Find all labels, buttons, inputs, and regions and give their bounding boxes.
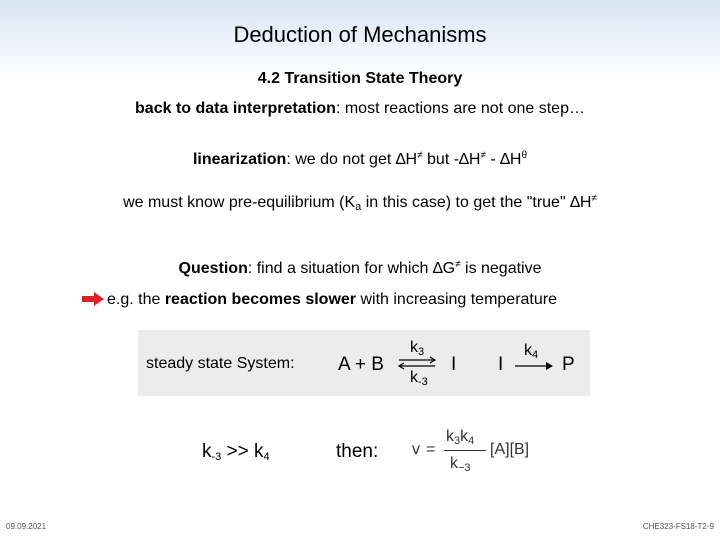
slide-subtitle: 4.2 Transition State Theory xyxy=(257,70,463,87)
line2-ne1: ≠ xyxy=(417,150,423,161)
k4-label xyxy=(524,342,538,361)
question-bold: Question xyxy=(178,260,248,277)
forward-arrow-icon xyxy=(514,361,554,371)
rate-v: v xyxy=(412,441,420,458)
condition-sub2: 4 xyxy=(263,451,270,463)
rate-equals: = xyxy=(426,441,436,458)
red-arrow-icon xyxy=(82,292,104,306)
question-text-b: is negative xyxy=(460,260,542,277)
line3-sub: a xyxy=(355,201,362,213)
line3-text-b: in this case) to get the "true" ∆H xyxy=(361,194,592,211)
slide-title: Deduction of Mechanisms xyxy=(233,22,487,47)
line3-ne: ≠ xyxy=(591,193,597,204)
num-s2: 4 xyxy=(468,435,475,447)
line2-theta: θ xyxy=(521,150,528,161)
question-text-a: : find a situation for which ∆G xyxy=(247,260,456,277)
footer-date: 09.09.2021 xyxy=(6,522,47,531)
num-k1: k xyxy=(446,428,454,445)
rate-numerator xyxy=(446,428,474,447)
k3-k: k xyxy=(410,339,418,356)
line-question xyxy=(0,259,720,278)
num-k2: k xyxy=(460,428,469,445)
condition-mid: >> k xyxy=(221,441,264,462)
k3-sub: 3 xyxy=(418,346,425,358)
line-pre-equilibrium xyxy=(0,193,720,213)
k-3-reverse-label xyxy=(410,369,428,388)
num-s1: 3 xyxy=(454,435,461,447)
line-data-interpretation xyxy=(0,100,720,118)
condition-k: k xyxy=(202,441,212,462)
intermediate-1: I xyxy=(451,354,457,375)
line3-text-a: we must know pre-equilibrium (K xyxy=(123,194,356,211)
line2-text-b: but -∆H xyxy=(422,151,481,168)
rate-concentrations: [A][B] xyxy=(490,441,530,458)
condition-sub1: -3 xyxy=(211,451,222,463)
line-linearization xyxy=(0,150,720,169)
k4-k: k xyxy=(524,342,532,359)
rate-equation xyxy=(410,428,550,480)
equilibrium-arrows-icon xyxy=(397,356,437,370)
reactants: A + B xyxy=(338,354,384,375)
k4-sub: 4 xyxy=(532,349,539,361)
line1-rest: : most reactions are not one step… xyxy=(335,100,585,117)
fraction-bar xyxy=(444,450,486,451)
km3-sub: -3 xyxy=(418,376,428,388)
example-text-a: e.g. the xyxy=(107,291,165,308)
condition xyxy=(202,441,270,463)
line2-ne2: ≠ xyxy=(480,150,486,161)
km3-k: k xyxy=(410,369,418,386)
example-text-b: with increasing temperature xyxy=(356,291,557,308)
example-bold: reaction becomes slower xyxy=(164,291,357,308)
line2-text-a: : we do not get ∆H xyxy=(286,151,418,168)
line2-text-c: - ∆H xyxy=(485,151,522,168)
line1-bold: back to data interpretation xyxy=(135,100,336,117)
den-s: −3 xyxy=(458,462,471,474)
den-k: k xyxy=(450,455,458,472)
footer-code: CHE323-FS18-T2-9 xyxy=(642,522,714,531)
rate-denominator xyxy=(450,455,471,474)
question-ne: ≠ xyxy=(455,259,461,270)
then-label: then: xyxy=(336,441,379,462)
line2-bold: linearization xyxy=(192,151,287,168)
steady-state-label: steady state System: xyxy=(146,355,295,372)
intermediate-2: I xyxy=(498,354,504,375)
product: P xyxy=(562,354,575,375)
line-example xyxy=(107,291,557,309)
